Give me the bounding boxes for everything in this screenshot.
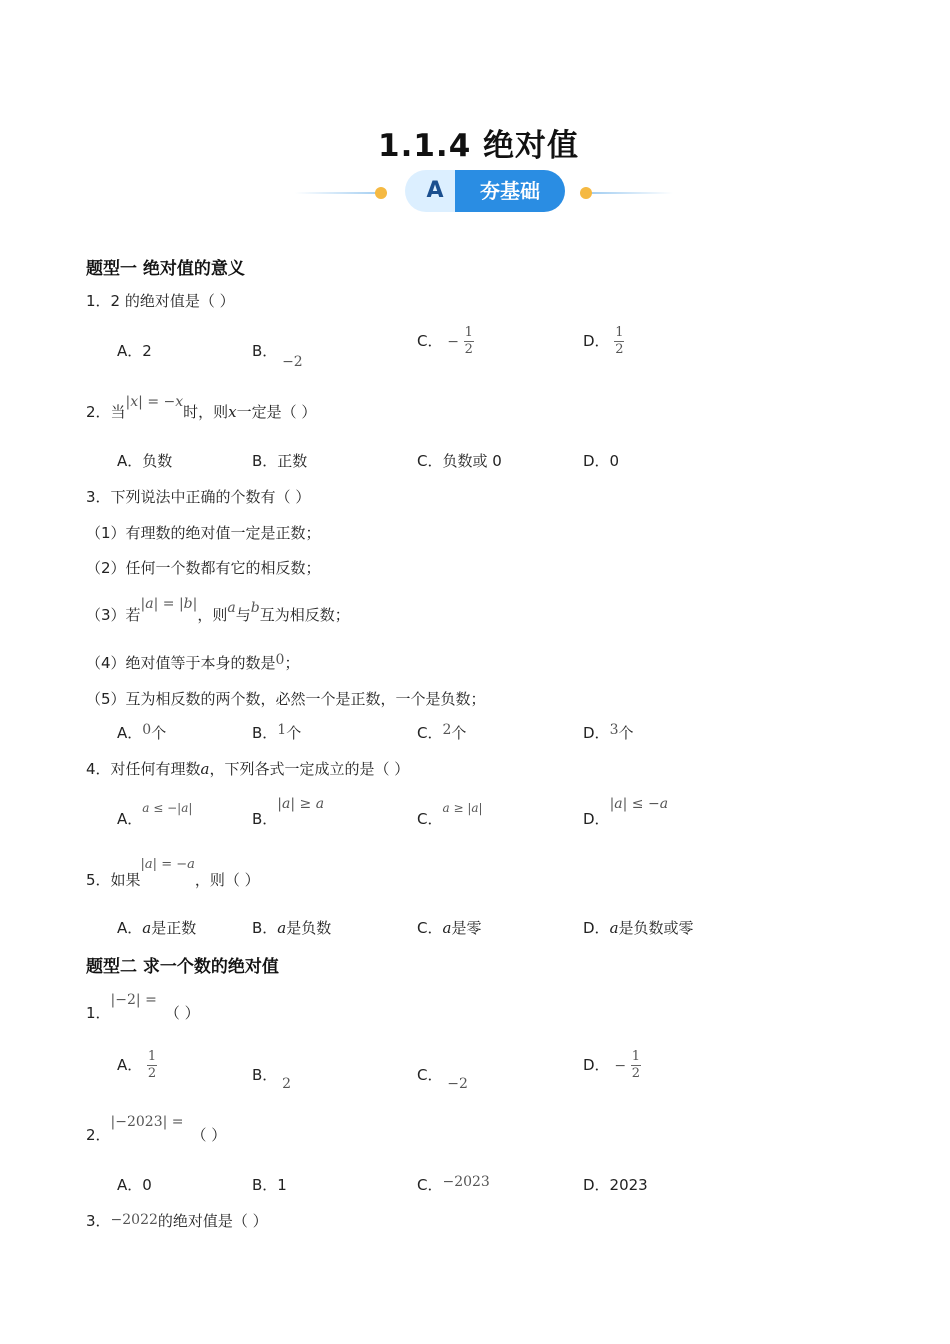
statement-1: （1）有理数的绝对值一定是正数；	[86, 524, 321, 542]
banner-dot-left	[375, 187, 387, 199]
numerator: 1	[631, 1049, 640, 1064]
math-expression: 2	[282, 1076, 291, 1092]
q2-2-option-a: A．0	[117, 1176, 152, 1194]
question-number: 3．	[86, 1212, 111, 1230]
question-text: （ ）	[191, 1126, 227, 1144]
math-expression: 0	[275, 652, 285, 668]
option-label: C．	[417, 810, 443, 828]
q1-4-option-a	[117, 796, 193, 828]
question-prefix: 5．如果	[86, 871, 141, 889]
q2-1-option-d	[583, 1050, 641, 1081]
q1-4-option-c	[417, 796, 483, 828]
q2-2-option-d: D．2023	[583, 1176, 648, 1194]
fraction	[614, 326, 624, 357]
q1-5-option-d	[583, 917, 694, 938]
q1-3-option-a	[117, 722, 166, 743]
math-expression: 2	[442, 722, 452, 738]
option-label: C．	[417, 1066, 443, 1084]
option-text: 是负数	[286, 919, 332, 937]
question-text: 的绝对值是（ ）	[157, 1212, 268, 1230]
option-label: A．	[117, 724, 143, 742]
q2-2-option-b: B．1	[252, 1176, 287, 1194]
q1-2-option-d: D．0	[583, 452, 620, 470]
math-expression: |x| = −x	[125, 394, 184, 410]
option-label: D．	[583, 1056, 610, 1074]
statement-2: （2）任何一个数都有它的相反数；	[86, 559, 321, 577]
option-label: A．	[117, 1056, 143, 1074]
q1-5-option-c	[417, 917, 481, 938]
q1-2-option-b: B．正数	[252, 452, 308, 470]
question-1-5-stem	[86, 852, 260, 889]
unit: 个	[618, 724, 634, 742]
math-expression: −2	[282, 354, 303, 370]
variable: b	[250, 600, 260, 616]
option-label: D．	[583, 919, 610, 937]
question-text: 一定是（ ）	[236, 403, 317, 421]
q2-1-option-c	[417, 1064, 468, 1092]
q1-5-option-b	[252, 917, 331, 938]
q1-2-option-c: C．负数或 0	[417, 452, 502, 470]
statement-text: 互为相反数；	[259, 606, 350, 624]
option-label: C．	[417, 1176, 443, 1194]
numerator: 1	[615, 325, 624, 340]
section-heading-2: 题型二 求一个数的绝对值	[86, 957, 279, 977]
math-expression: |−2| =	[110, 992, 157, 1008]
option-label: C．	[417, 724, 443, 742]
question-number: 1．	[86, 1004, 111, 1022]
minus-sign: −	[614, 1058, 627, 1074]
variable: a	[277, 919, 287, 937]
q1-1-option-c	[417, 326, 474, 357]
question-1-2-stem	[86, 390, 317, 421]
statement-text: ；	[284, 654, 300, 672]
option-label: B．	[252, 919, 278, 937]
math-expression: 0	[142, 722, 152, 738]
question-text: 时，则	[183, 403, 229, 421]
question-number: 2．	[86, 1126, 111, 1144]
unit: 个	[451, 724, 467, 742]
question-text: （ ）	[164, 1004, 200, 1022]
math-expression: −2022	[110, 1212, 158, 1228]
q1-4-option-b	[252, 792, 325, 828]
statement-3	[86, 592, 350, 624]
denominator: 2	[631, 1066, 640, 1081]
numerator: 1	[464, 325, 473, 340]
question-prefix: 2．当	[86, 403, 126, 421]
math-expression: a ≤ −|a|	[142, 801, 193, 815]
q1-1-option-b	[252, 340, 303, 370]
page-title: 1.1.4 绝对值	[378, 128, 580, 164]
banner-dot-right	[580, 187, 592, 199]
q1-2-option-a: A．负数	[117, 452, 173, 470]
minus-sign: −	[447, 334, 459, 350]
q2-1-option-b	[252, 1064, 291, 1092]
unit: 个	[151, 724, 167, 742]
statement-text: 与	[235, 606, 251, 624]
option-label: A．	[117, 919, 143, 937]
banner-line-right	[585, 192, 673, 194]
option-label: B．	[252, 724, 278, 742]
section-heading-1: 题型一 绝对值的意义	[86, 259, 245, 279]
option-label: D．	[583, 724, 610, 742]
math-expression: −2	[447, 1076, 468, 1092]
option-text: 是负数或零	[618, 919, 694, 937]
question-2-3-stem	[86, 1208, 268, 1229]
statement-prefix: （4）绝对值等于本身的数是	[86, 654, 276, 672]
option-label: C．	[417, 919, 443, 937]
fraction	[464, 326, 474, 357]
option-label: D．	[583, 810, 610, 828]
q1-3-option-b	[252, 722, 301, 743]
variable: x	[228, 403, 237, 421]
denominator: 2	[464, 342, 473, 357]
option-label: A．	[117, 810, 143, 828]
question-text: ，则（ ）	[194, 871, 260, 889]
banner-label: 夯基础	[455, 170, 565, 212]
option-label: D．	[583, 332, 610, 350]
statement-4	[86, 652, 299, 673]
option-label: C．	[417, 332, 443, 350]
math-expression: |a| = |b|	[140, 596, 198, 612]
q1-4-option-d	[583, 792, 669, 828]
q2-1-option-a	[117, 1050, 157, 1081]
q1-3-option-c	[417, 722, 466, 743]
question-1-1-stem: 1．2 的绝对值是（ ）	[86, 292, 235, 310]
question-1-3-stem: 3．下列说法中正确的个数有（ ）	[86, 488, 311, 506]
question-text: ，下列各式一定成立的是（ ）	[209, 760, 410, 778]
banner-line-left	[295, 192, 387, 194]
variable: a	[442, 919, 452, 937]
question-2-1-stem	[86, 988, 200, 1022]
math-expression: |a| = −a	[140, 857, 195, 872]
math-expression: |a| ≤ −a	[609, 796, 669, 812]
question-2-2-stem	[86, 1110, 227, 1144]
variable: a	[227, 600, 236, 616]
question-1-4-stem	[86, 758, 409, 779]
variable: a	[609, 919, 619, 937]
math-expression: 3	[609, 722, 619, 738]
question-prefix: 4．对任何有理数	[86, 760, 201, 778]
statement-text: ，则	[197, 606, 228, 624]
statement-5: （5）互为相反数的两个数，必然一个是正数，一个是负数；	[86, 690, 486, 708]
q1-3-option-d	[583, 722, 634, 743]
option-label: B．	[252, 810, 278, 828]
variable: a	[142, 919, 152, 937]
q1-5-option-a	[117, 917, 196, 938]
option-label: B．	[252, 342, 278, 360]
numerator: 1	[147, 1049, 157, 1064]
denominator: 2	[615, 342, 624, 357]
math-expression: −2023	[442, 1174, 490, 1190]
fraction	[631, 1050, 641, 1081]
math-expression: |a| ≥ a	[277, 796, 325, 812]
math-expression: 1	[277, 722, 287, 738]
option-label: B．	[252, 1066, 278, 1084]
statement-prefix: （3）若	[86, 606, 141, 624]
q1-1-option-a: A．2	[117, 342, 152, 360]
q2-2-option-c	[417, 1170, 490, 1194]
q1-1-option-d	[583, 326, 624, 357]
banner-letter: A	[405, 170, 465, 212]
math-expression: a ≥ |a|	[442, 801, 483, 815]
denominator: 2	[147, 1066, 157, 1081]
option-text: 是零	[451, 919, 482, 937]
unit: 个	[286, 724, 302, 742]
fraction	[147, 1050, 157, 1081]
variable: a	[200, 760, 210, 778]
option-text: 是正数	[151, 919, 197, 937]
math-expression: |−2023| =	[110, 1114, 184, 1130]
